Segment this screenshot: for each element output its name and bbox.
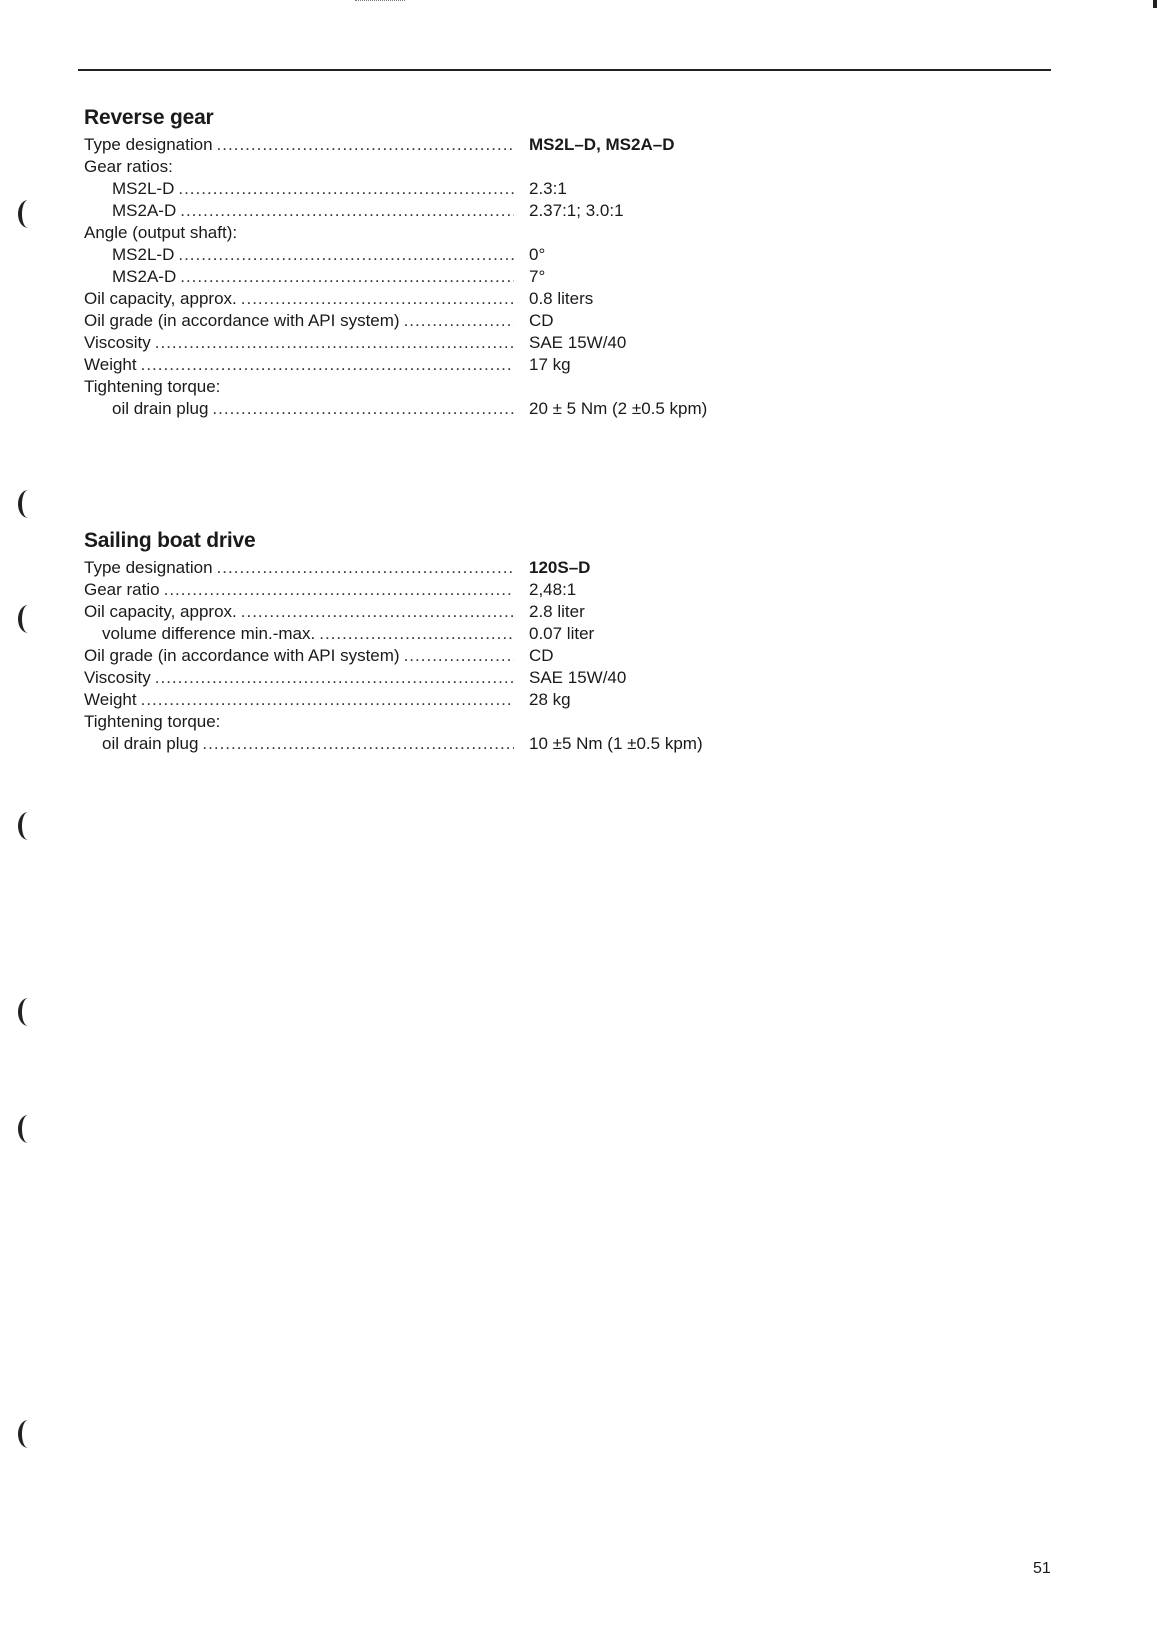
spec-label: MS2L-D <box>112 179 175 198</box>
section-title: Reverse gear <box>84 106 214 129</box>
dot-leader <box>217 557 514 579</box>
dot-leader <box>141 354 514 376</box>
spec-value: 20 ± 5 Nm (2 ±0.5 kpm) <box>529 399 708 418</box>
spec-value: 10 ±5 Nm (1 ±0.5 kpm) <box>529 734 703 753</box>
spec-row <box>84 689 764 711</box>
spec-value: 120S–D <box>529 558 591 577</box>
spec-label: Oil capacity, approx. <box>84 289 237 308</box>
spec-value: SAE 15W/40 <box>529 668 627 687</box>
spec-value: 2.37:1; 3.0:1 <box>529 201 624 220</box>
binder-hole <box>18 1420 38 1448</box>
binder-hole <box>18 1115 38 1143</box>
spec-label: Gear ratio <box>84 580 160 599</box>
spec-value: 2.8 liter <box>529 602 585 621</box>
spec-value: CD <box>529 311 554 330</box>
spec-row <box>84 288 764 310</box>
dot-leader <box>202 733 514 755</box>
header-rule <box>78 69 1051 71</box>
spec-row <box>84 645 764 667</box>
scan-artifact <box>355 0 405 4</box>
spec-row <box>84 332 764 354</box>
spec-row <box>84 200 764 222</box>
dot-leader <box>141 689 514 711</box>
spec-row <box>84 711 764 733</box>
spec-row <box>84 398 764 420</box>
spec-label: Weight <box>84 355 137 374</box>
dot-leader <box>217 134 514 156</box>
spec-label: Angle (output shaft): <box>84 223 238 242</box>
page-number: 51 <box>1033 1560 1051 1577</box>
spec-value: CD <box>529 646 554 665</box>
binder-hole <box>18 812 38 840</box>
spec-label: Oil grade (in accordance with API system) <box>84 311 400 330</box>
spec-row <box>84 579 764 601</box>
dot-leader <box>155 332 514 354</box>
spec-row <box>84 222 764 244</box>
spec-row <box>84 310 764 332</box>
spec-label: oil drain plug <box>112 399 209 418</box>
binder-hole <box>18 200 38 228</box>
spec-row <box>84 667 764 689</box>
spec-label: Type designation <box>84 558 213 577</box>
edge-artifact <box>1153 0 1157 8</box>
spec-label: Weight <box>84 690 137 709</box>
spec-row <box>84 354 764 376</box>
binder-hole <box>18 490 38 518</box>
spec-row <box>84 134 764 156</box>
spec-value: MS2L–D, MS2A–D <box>529 135 675 154</box>
spec-value: 2.3:1 <box>529 179 567 198</box>
dot-leader <box>404 310 514 332</box>
spec-row <box>84 244 764 266</box>
spec-value: 28 kg <box>529 690 571 709</box>
spec-label: MS2A-D <box>112 201 177 220</box>
dot-leader <box>319 623 514 645</box>
spec-value: SAE 15W/40 <box>529 333 627 352</box>
dot-leader <box>241 601 514 623</box>
sailing-boat-drive-section <box>84 529 764 755</box>
spec-row <box>84 266 764 288</box>
binder-hole <box>18 998 38 1026</box>
spec-label: volume difference min.-max. <box>102 624 316 643</box>
dot-leader <box>155 667 514 689</box>
spec-label: MS2A-D <box>112 267 177 286</box>
dot-leader <box>180 266 514 288</box>
spec-value: 7° <box>529 267 546 286</box>
spec-label: Viscosity <box>84 333 151 352</box>
spec-row <box>84 557 764 579</box>
dot-leader <box>241 288 514 310</box>
spec-row <box>84 733 764 755</box>
spec-label: Gear ratios: <box>84 157 173 176</box>
dot-leader <box>404 645 514 667</box>
spec-label: Oil grade (in accordance with API system) <box>84 646 400 665</box>
spec-label: Tightening torque: <box>84 377 221 396</box>
spec-row <box>84 601 764 623</box>
spec-label: Type designation <box>84 135 213 154</box>
spec-label: Oil capacity, approx. <box>84 602 237 621</box>
section-title: Sailing boat drive <box>84 529 256 552</box>
spec-row <box>84 623 764 645</box>
dot-leader <box>164 579 514 601</box>
spec-label: oil drain plug <box>102 734 199 753</box>
dot-leader <box>178 178 514 200</box>
spec-label: Tightening torque: <box>84 712 221 731</box>
spec-value: 0.8 liters <box>529 289 594 308</box>
spec-value: 17 kg <box>529 355 571 374</box>
dot-leader <box>180 200 514 222</box>
spec-value: 0.07 liter <box>529 624 595 643</box>
dot-leader <box>178 244 514 266</box>
spec-value: 2,48:1 <box>529 580 577 599</box>
spec-value: 0° <box>529 245 546 264</box>
dot-leader <box>212 398 514 420</box>
spec-row <box>84 156 764 178</box>
spec-label: MS2L-D <box>112 245 175 264</box>
spec-row <box>84 376 764 398</box>
spec-label: Viscosity <box>84 668 151 687</box>
spec-row <box>84 178 764 200</box>
reverse-gear-section <box>84 106 764 420</box>
binder-hole <box>18 605 38 633</box>
